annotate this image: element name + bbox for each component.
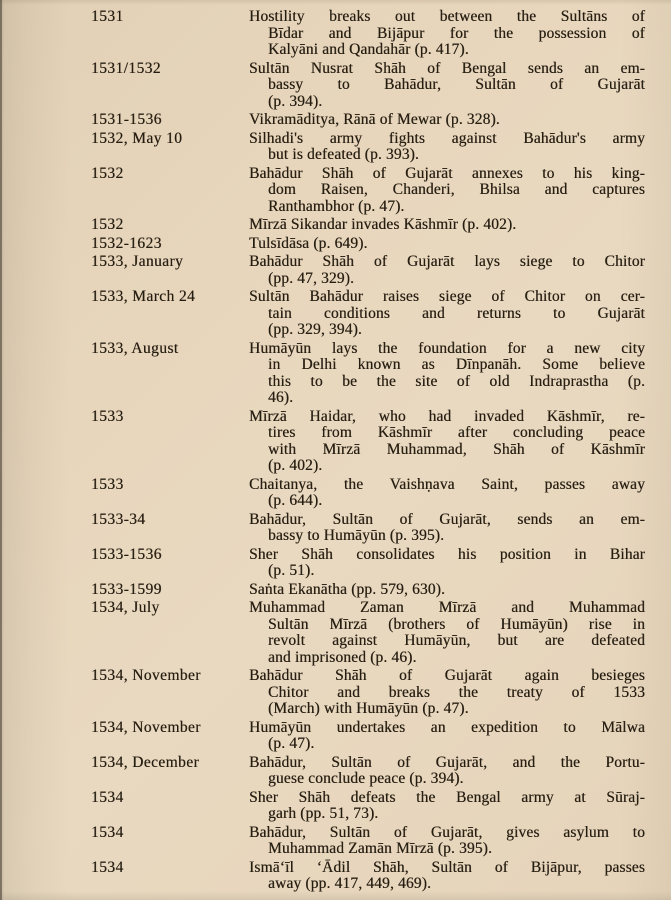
entry-description: [249, 409, 645, 475]
entry-line: (pp. 47, 329).: [268, 269, 355, 287]
entry-line: guese conclude peace (p. 394).: [268, 770, 464, 787]
entry-date: 1531/1532: [91, 59, 161, 77]
entry-line: Chaitanya, the Vaishṇava Saint, passes away: [249, 475, 645, 493]
entry-line: this to be the site of old Indraprastha (p.: [268, 372, 645, 390]
entry-line: (p. 644).: [268, 492, 323, 509]
entry-date: 1534, November: [91, 667, 201, 684]
entry-line: Humāyūn lays the foundation for a new city: [249, 339, 645, 357]
entry-description: [249, 668, 645, 718]
entry-line: but is defeated (p. 393).: [268, 146, 419, 163]
entry-line: Bahādur Shāh of Gujarāt annexes to his king-: [249, 164, 645, 182]
chronology-entry: [91, 166, 645, 216]
entry-description: [249, 582, 645, 599]
entry-line: Bahādur, Sultān of Gujarāt, gives asylum to: [249, 823, 645, 841]
entry-date: 1533-1599: [91, 580, 162, 598]
entry-line: Tulsīdāsa (p. 649).: [249, 234, 368, 252]
entry-line: Humāyūn undertakes an expedition to Mālwa: [249, 718, 645, 736]
entry-line: Saṅta Ekanātha (pp. 579, 630).: [249, 580, 446, 598]
entry-date: 1534: [91, 858, 124, 876]
chronology-entry: [91, 477, 645, 510]
entry-line: Kalyāni and Qandahār (p. 417).: [268, 41, 469, 58]
entry-description: [249, 720, 645, 753]
entry-date: 1532, May 10: [91, 129, 183, 147]
entry-line: dom Raisen, Chanderi, Bhilsa and captures: [268, 181, 645, 198]
chronology-entry: [91, 112, 645, 129]
entry-line: Mīrzā Haidar, who had invaded Kāshmīr, re-: [249, 407, 645, 425]
entry-date: 1533, August: [91, 339, 179, 357]
entry-description: [249, 755, 645, 788]
entry-line: tain conditions and returns to Gujarāt: [268, 304, 645, 322]
entry-line: with Mīrzā Muhammad, Shāh of Kāshmīr: [268, 440, 645, 458]
entry-line: Sher Shāh defeats the Bengal army at Sūraj-: [249, 788, 645, 806]
entry-line: Bahādur, Sultān of Gujarāt, and the Portu-: [249, 753, 645, 771]
chronology-entry: [91, 825, 645, 858]
entry-line: Chitor and breaks the treaty of 1533: [268, 683, 645, 701]
entry-line: Sultān Bahādur raises siege of Chitor on cer-: [249, 288, 645, 305]
chronology-entry: [91, 720, 645, 753]
entry-date: 1534, July: [91, 599, 160, 616]
entry-line: revolt against Humāyūn, but are defeated: [268, 632, 645, 649]
chronology-entry: [91, 600, 645, 666]
entry-description: [249, 9, 645, 59]
entry-date: 1533, March 24: [91, 288, 196, 305]
entry-line: (March) with Humāyūn (p. 47).: [268, 700, 469, 717]
entry-line: Silhadi's army fights against Bahādur's army: [249, 129, 645, 147]
entry-line: (p. 47).: [268, 735, 315, 752]
entry-line: Vikramāditya, Rānā of Mewar (p. 328).: [249, 111, 500, 128]
entry-date: 1533, January: [91, 253, 184, 270]
entry-description: [249, 512, 645, 545]
entry-line: 46).: [268, 389, 294, 406]
chronology-entry: [91, 61, 645, 111]
entry-description: [249, 825, 645, 858]
entry-date: 1534, November: [91, 718, 201, 736]
entry-date: 1534: [91, 788, 124, 806]
entry-line: bassy to Humāyūn (p. 395).: [268, 527, 445, 544]
entry-date: 1532: [91, 164, 124, 182]
entry-date: 1531: [91, 8, 124, 25]
chronology-entry: [91, 9, 645, 59]
entry-line: and imprisoned (p. 46).: [268, 648, 417, 666]
chronology-entry: [91, 236, 645, 253]
entry-description: [249, 61, 645, 111]
entry-date: 1533: [91, 475, 124, 493]
entry-line: Sher Shāh consolidates his position in Bihar: [249, 545, 645, 563]
entry-line: Muhammad Zaman Mīrzā and Muhammad: [249, 599, 645, 616]
chronology-entry: [91, 217, 645, 234]
entry-date: 1534, December: [91, 753, 200, 771]
entry-line: Ismā‘īl ‘Ādil Shāh, Sultān of Bijāpur, passes: [249, 858, 645, 876]
entry-line: Bahādur, Sultān of Gujarāt, sends an em-: [249, 510, 645, 528]
entry-description: [249, 547, 645, 580]
entry-description: [249, 131, 645, 164]
entry-line: Bīdar and Bijāpur for the possession of: [268, 24, 645, 42]
entry-date: 1531-1536: [91, 111, 162, 128]
entry-description: [249, 236, 645, 253]
entry-description: [249, 112, 645, 129]
entry-description: [249, 790, 645, 823]
chronology-entry: [91, 512, 645, 545]
entry-line: Bahādur Shāh of Gujarāt lays siege to Chitor: [249, 253, 645, 270]
entry-line: tires from Kāshmīr after concluding peace: [268, 424, 645, 441]
entry-date: 1534: [91, 823, 124, 841]
entry-line: (pp. 329, 394).: [268, 321, 362, 338]
chronology-entry: [91, 254, 645, 287]
chronology-entry: [91, 289, 645, 339]
entry-line: Sultān Mīrzā (brothers of Humāyūn) rise in: [268, 615, 645, 633]
entry-date: 1533-1536: [91, 545, 162, 563]
chronology-entry: [91, 409, 645, 475]
entry-description: [249, 289, 645, 339]
entry-description: [249, 166, 645, 216]
entry-description: [249, 217, 645, 234]
entry-line: Ranthambhor (p. 47).: [268, 197, 405, 215]
chronology-entry: [91, 860, 645, 893]
chronology-entry: [91, 582, 645, 599]
entry-line: (p. 51).: [268, 562, 315, 579]
entry-line: away (pp. 417, 449, 469).: [268, 875, 432, 892]
chronology-entry: [91, 755, 645, 788]
entry-line: Mīrzā Sikandar invades Kāshmīr (p. 402).: [249, 216, 517, 233]
chronology-entry: [91, 668, 645, 718]
entry-date: 1532-1623: [91, 234, 162, 252]
entry-line: Muhammad Zamān Mīrzā (p. 395).: [268, 840, 493, 857]
entry-line: Bahādur Shāh of Gujarāt again besieges: [249, 667, 645, 684]
entry-line: in Delhi known as Dīnpanāh. Some believe: [268, 356, 645, 373]
entry-date: 1533-34: [91, 510, 146, 528]
entry-line: Sultān Nusrat Shāh of Bengal sends an em-: [249, 59, 645, 77]
chronology-entry: [91, 547, 645, 580]
entry-line: garh (pp. 51, 73).: [268, 805, 379, 822]
entry-date: 1533: [91, 407, 124, 425]
entry-line: Hostility breaks out between the Sultāns of: [249, 8, 645, 25]
entry-date: 1532: [91, 216, 124, 233]
entry-line: (p. 394).: [268, 92, 323, 110]
entry-description: [249, 254, 645, 287]
entry-description: [249, 341, 645, 407]
chronology-entry: [91, 790, 645, 823]
chronology-entry: [91, 341, 645, 407]
entry-description: [249, 477, 645, 510]
entry-line: bassy to Bahādur, Sultān of Gujarāt: [268, 76, 645, 93]
chronology-entry: [91, 131, 645, 164]
entry-description: [249, 860, 645, 893]
entry-description: [249, 600, 645, 666]
entry-line: (p. 402).: [268, 457, 323, 474]
